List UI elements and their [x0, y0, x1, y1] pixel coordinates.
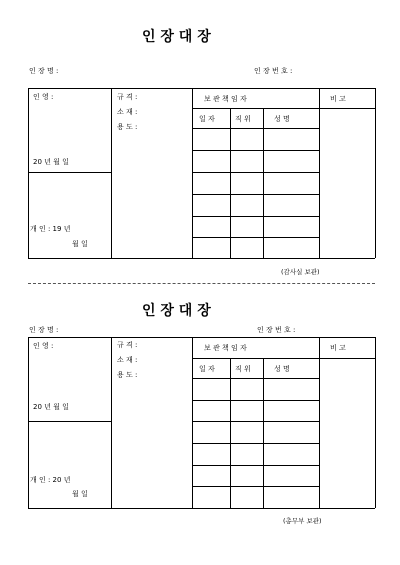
made-date-label: 20 년 월 일: [33, 403, 69, 411]
material-label: 소 재 :: [117, 356, 138, 364]
opened-label: 개 인 : 19 년: [30, 225, 71, 233]
keeper-note: (감사실 보관): [281, 268, 320, 276]
seal-number-label: 인 장 번 호 :: [254, 67, 293, 75]
seal-impression-label: 인 영 :: [33, 93, 54, 101]
remarks-header: 비 고: [330, 95, 346, 103]
spec-label: 규 격 :: [117, 341, 138, 349]
seal-name-label: 인 장 명 :: [29, 67, 59, 75]
opened-date-label: 월 일: [72, 490, 88, 498]
spec-label: 규 격 :: [117, 93, 138, 101]
name-header: 성 명: [274, 115, 290, 123]
made-date-label: 20 년 월 일: [33, 158, 69, 166]
seal-number-label: 인 장 번 호 :: [257, 326, 296, 334]
seal-name-label: 인 장 명 :: [29, 326, 59, 334]
form-title: 인 장 대 장: [142, 303, 211, 319]
cut-line: [28, 283, 375, 284]
opened-label: 개 인 : 20 년: [30, 476, 71, 484]
name-header: 성 명: [274, 365, 290, 373]
material-label: 소 재 :: [117, 108, 138, 116]
usage-label: 용 도 :: [117, 123, 138, 131]
form-title: 인 장 대 장: [142, 29, 211, 45]
usage-label: 용 도 :: [117, 371, 138, 379]
keeper-note: (총무부 보관): [283, 517, 322, 525]
position-header: 직 위: [235, 115, 251, 123]
remarks-header: 비 고: [330, 344, 346, 352]
position-header: 직 위: [235, 365, 251, 373]
date-header: 일 자: [199, 115, 215, 123]
custodian-header: 보 관 책 임 자: [204, 344, 247, 352]
seal-impression-label: 인 영 :: [33, 342, 54, 350]
date-header: 일 자: [199, 365, 215, 373]
custodian-header: 보 관 책 임 자: [204, 95, 247, 103]
opened-date-label: 월 일: [72, 240, 88, 248]
